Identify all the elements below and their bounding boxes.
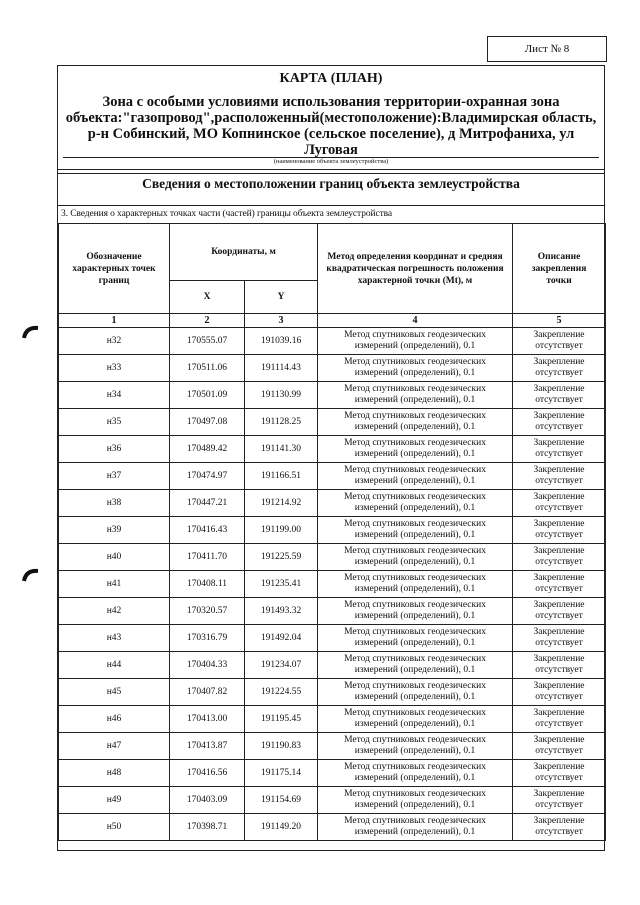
coordinate-x: 170413.87 — [170, 733, 245, 760]
column-number: 3 — [245, 314, 318, 328]
coordinate-x: 170474.97 — [170, 463, 245, 490]
coordinate-y: 191235.41 — [245, 571, 318, 598]
method-cell — [318, 814, 513, 841]
desc-line-2: отсутствует — [535, 584, 583, 594]
subsection-title: 3. Сведения о характерных точках части (частей) границы объекта землеустройства — [61, 209, 393, 219]
method-line-2: измерений (определений), 0.1 — [354, 638, 476, 648]
method-line-1: Метод спутниковых геодезических — [344, 411, 486, 421]
zone-line-1: Зона с особыми условиями использования территории-охранная зона — [102, 94, 560, 110]
desc-line-1: Закрепление — [533, 627, 585, 637]
point-designation: н36 — [59, 436, 170, 463]
point-designation: н45 — [59, 679, 170, 706]
table-row — [59, 490, 606, 517]
section-top-rule — [58, 173, 604, 174]
coordinate-y: 191130.99 — [245, 382, 318, 409]
method-cell — [318, 409, 513, 436]
table-row — [59, 517, 606, 544]
method-cell — [318, 517, 513, 544]
method-line-2: измерений (определений), 0.1 — [354, 611, 476, 621]
point-designation: н32 — [59, 328, 170, 355]
sheet-number: Лист № 8 — [487, 36, 607, 62]
desc-line-1: Закрепление — [533, 789, 585, 799]
method-line-1: Метод спутниковых геодезических — [344, 627, 486, 637]
point-designation: н48 — [59, 760, 170, 787]
description-cell — [513, 814, 606, 841]
table-row — [59, 760, 606, 787]
coordinate-y: 191492.04 — [245, 625, 318, 652]
method-line-2: измерений (определений), 0.1 — [354, 557, 476, 567]
desc-line-1: Закрепление — [533, 519, 585, 529]
description-cell — [513, 355, 606, 382]
table-row — [59, 571, 606, 598]
description-cell — [513, 706, 606, 733]
method-line-1: Метод спутниковых геодезических — [344, 681, 486, 691]
method-line-2: измерений (определений), 0.1 — [354, 368, 476, 378]
coordinate-x: 170447.21 — [170, 490, 245, 517]
description-cell — [513, 544, 606, 571]
coordinate-x: 170416.56 — [170, 760, 245, 787]
coordinate-x: 170489.42 — [170, 436, 245, 463]
description-cell — [513, 409, 606, 436]
point-designation: н43 — [59, 625, 170, 652]
header-method: Метод определения координат и средняя квадратическая погрешность положения характерной точки (Mt), м — [318, 224, 513, 314]
point-designation: н37 — [59, 463, 170, 490]
description-cell — [513, 463, 606, 490]
coordinate-x: 170316.79 — [170, 625, 245, 652]
column-number: 5 — [513, 314, 606, 328]
zone-description — [62, 94, 600, 158]
table-row — [59, 409, 606, 436]
method-line-2: измерений (определений), 0.1 — [354, 665, 476, 675]
method-line-2: измерений (определений), 0.1 — [354, 341, 476, 351]
table-row — [59, 706, 606, 733]
desc-line-2: отсутствует — [535, 395, 583, 405]
point-designation: н42 — [59, 598, 170, 625]
table-row — [59, 787, 606, 814]
column-number: 1 — [59, 314, 170, 328]
coordinate-x: 170398.71 — [170, 814, 245, 841]
coordinate-y: 191234.07 — [245, 652, 318, 679]
desc-line-1: Закрепление — [533, 573, 585, 583]
desc-line-2: отсутствует — [535, 557, 583, 567]
method-cell — [318, 733, 513, 760]
desc-line-1: Закрепление — [533, 708, 585, 718]
binder-hole-mark-bottom — [22, 568, 40, 582]
header-y: Y — [245, 281, 318, 314]
map-header — [58, 66, 604, 170]
coordinate-y: 191141.30 — [245, 436, 318, 463]
method-cell — [318, 706, 513, 733]
method-line-2: измерений (определений), 0.1 — [354, 476, 476, 486]
method-line-1: Метод спутниковых геодезических — [344, 708, 486, 718]
method-line-2: измерений (определений), 0.1 — [354, 530, 476, 540]
coordinate-x: 170404.33 — [170, 652, 245, 679]
method-line-1: Метод спутниковых геодезических — [344, 357, 486, 367]
description-cell — [513, 598, 606, 625]
coordinate-x: 170501.09 — [170, 382, 245, 409]
section-bottom-rule — [58, 205, 604, 206]
desc-line-2: отсутствует — [535, 665, 583, 675]
coordinate-x: 170320.57 — [170, 598, 245, 625]
description-cell — [513, 436, 606, 463]
table-row — [59, 733, 606, 760]
method-line-1: Метод спутниковых геодезических — [344, 438, 486, 448]
coordinate-y: 191214.92 — [245, 490, 318, 517]
method-cell — [318, 760, 513, 787]
method-cell — [318, 355, 513, 382]
method-line-1: Метод спутниковых геодезических — [344, 654, 486, 664]
description-cell — [513, 625, 606, 652]
header-x: X — [170, 281, 245, 314]
coordinate-x: 170407.82 — [170, 679, 245, 706]
desc-line-2: отсутствует — [535, 368, 583, 378]
desc-line-1: Закрепление — [533, 330, 585, 340]
description-cell — [513, 679, 606, 706]
description-cell — [513, 571, 606, 598]
point-designation: н34 — [59, 382, 170, 409]
description-cell — [513, 760, 606, 787]
coordinates-rows — [59, 328, 606, 841]
coordinate-x: 170413.00 — [170, 706, 245, 733]
point-designation: н39 — [59, 517, 170, 544]
description-cell — [513, 490, 606, 517]
desc-line-1: Закрепление — [533, 465, 585, 475]
method-line-2: измерений (определений), 0.1 — [354, 503, 476, 513]
desc-line-2: отсутствует — [535, 719, 583, 729]
coordinate-x: 170555.07 — [170, 328, 245, 355]
coordinate-x: 170511.06 — [170, 355, 245, 382]
desc-line-1: Закрепление — [533, 546, 585, 556]
point-designation: н46 — [59, 706, 170, 733]
method-line-2: измерений (определений), 0.1 — [354, 773, 476, 783]
coordinate-y: 191149.20 — [245, 814, 318, 841]
desc-line-1: Закрепление — [533, 357, 585, 367]
method-line-1: Метод спутниковых геодезических — [344, 735, 486, 745]
coordinate-x: 170411.70 — [170, 544, 245, 571]
header-coordinates: Координаты, м — [170, 224, 318, 281]
method-line-2: измерений (определений), 0.1 — [354, 395, 476, 405]
method-line-1: Метод спутниковых геодезических — [344, 330, 486, 340]
method-cell — [318, 598, 513, 625]
desc-line-2: отсутствует — [535, 530, 583, 540]
desc-line-2: отсутствует — [535, 773, 583, 783]
method-cell — [318, 436, 513, 463]
method-line-1: Метод спутниковых геодезических — [344, 573, 486, 583]
table-row — [59, 382, 606, 409]
table-row — [59, 544, 606, 571]
desc-line-2: отсутствует — [535, 692, 583, 702]
method-line-2: измерений (определений), 0.1 — [354, 746, 476, 756]
header-designation: Обозначение характерных точек границ — [59, 224, 170, 314]
method-line-1: Метод спутниковых геодезических — [344, 492, 486, 502]
point-designation: н50 — [59, 814, 170, 841]
desc-line-2: отсутствует — [535, 341, 583, 351]
table-row — [59, 652, 606, 679]
table-row — [59, 598, 606, 625]
desc-line-1: Закрепление — [533, 384, 585, 394]
coordinate-y: 191128.25 — [245, 409, 318, 436]
table-row — [59, 679, 606, 706]
coordinate-x: 170403.09 — [170, 787, 245, 814]
coordinate-x: 170408.11 — [170, 571, 245, 598]
method-line-1: Метод спутниковых геодезических — [344, 789, 486, 799]
desc-line-1: Закрепление — [533, 438, 585, 448]
zone-line-2: объекта:"газопровод",расположенный(местоположение):Владимирская область, — [65, 110, 597, 126]
point-designation: н41 — [59, 571, 170, 598]
method-line-1: Метод спутниковых геодезических — [344, 519, 486, 529]
coordinate-y: 191190.83 — [245, 733, 318, 760]
description-cell — [513, 733, 606, 760]
desc-line-2: отсутствует — [535, 638, 583, 648]
coordinate-y: 191195.45 — [245, 706, 318, 733]
point-designation: н44 — [59, 652, 170, 679]
coordinates-table — [58, 223, 606, 841]
table-row — [59, 463, 606, 490]
method-cell — [318, 544, 513, 571]
desc-line-2: отсутствует — [535, 422, 583, 432]
method-cell — [318, 625, 513, 652]
table-row — [59, 355, 606, 382]
method-line-2: измерений (определений), 0.1 — [354, 422, 476, 432]
description-cell — [513, 328, 606, 355]
header-description: Описание закрепления точки — [513, 224, 606, 314]
desc-line-1: Закрепление — [533, 492, 585, 502]
method-line-2: измерений (определений), 0.1 — [354, 827, 476, 837]
desc-line-1: Закрепление — [533, 600, 585, 610]
method-cell — [318, 382, 513, 409]
object-caption: (наименование объекта землеустройства) — [273, 158, 389, 165]
method-line-2: измерений (определений), 0.1 — [354, 584, 476, 594]
coordinate-y: 191166.51 — [245, 463, 318, 490]
table-row — [59, 328, 606, 355]
desc-line-2: отсутствует — [535, 827, 583, 837]
desc-line-1: Закрепление — [533, 762, 585, 772]
coordinate-y: 191114.43 — [245, 355, 318, 382]
method-line-1: Метод спутниковых геодезических — [344, 465, 486, 475]
coordinate-y: 191493.32 — [245, 598, 318, 625]
method-line-2: измерений (определений), 0.1 — [354, 449, 476, 459]
coordinate-y: 191039.16 — [245, 328, 318, 355]
coordinate-y: 191199.00 — [245, 517, 318, 544]
binder-hole-mark-top — [22, 325, 40, 339]
method-line-1: Метод спутниковых геодезических — [344, 762, 486, 772]
description-cell — [513, 517, 606, 544]
method-cell — [318, 787, 513, 814]
desc-line-2: отсутствует — [535, 746, 583, 756]
desc-line-2: отсутствует — [535, 476, 583, 486]
coordinate-x: 170416.43 — [170, 517, 245, 544]
point-designation: н49 — [59, 787, 170, 814]
desc-line-2: отсутствует — [535, 503, 583, 513]
method-cell — [318, 490, 513, 517]
description-cell — [513, 652, 606, 679]
desc-line-1: Закрепление — [533, 411, 585, 421]
table-row — [59, 625, 606, 652]
method-line-1: Метод спутниковых геодезических — [344, 384, 486, 394]
desc-line-1: Закрепление — [533, 681, 585, 691]
method-cell — [318, 652, 513, 679]
document-frame — [57, 65, 605, 851]
desc-line-1: Закрепление — [533, 816, 585, 826]
table-row — [59, 814, 606, 841]
method-line-1: Метод спутниковых геодезических — [344, 546, 486, 556]
method-line-2: измерений (определений), 0.1 — [354, 800, 476, 810]
map-title: КАРТА (ПЛАН) — [279, 71, 383, 86]
method-cell — [318, 463, 513, 490]
zone-line-3: р-н Собинский, МО Копнинское (сельское поселение), д Митрофаниха, ул — [87, 126, 575, 142]
point-designation: н40 — [59, 544, 170, 571]
desc-line-2: отсутствует — [535, 800, 583, 810]
method-line-1: Метод спутниковых геодезических — [344, 600, 486, 610]
desc-line-1: Закрепление — [533, 654, 585, 664]
zone-line-4: Луговая — [304, 142, 358, 158]
coordinate-y: 191225.59 — [245, 544, 318, 571]
method-cell — [318, 328, 513, 355]
description-cell — [513, 787, 606, 814]
desc-line-2: отсутствует — [535, 449, 583, 459]
point-designation: н47 — [59, 733, 170, 760]
column-number: 2 — [170, 314, 245, 328]
description-cell — [513, 382, 606, 409]
coordinate-y: 191224.55 — [245, 679, 318, 706]
point-designation: н33 — [59, 355, 170, 382]
method-line-2: измерений (определений), 0.1 — [354, 692, 476, 702]
coordinate-x: 170497.08 — [170, 409, 245, 436]
point-designation: н35 — [59, 409, 170, 436]
point-designation: н38 — [59, 490, 170, 517]
method-line-2: измерений (определений), 0.1 — [354, 719, 476, 729]
desc-line-2: отсутствует — [535, 611, 583, 621]
coordinate-y: 191175.14 — [245, 760, 318, 787]
method-cell — [318, 571, 513, 598]
coordinate-y: 191154.69 — [245, 787, 318, 814]
method-cell — [318, 679, 513, 706]
table-row — [59, 436, 606, 463]
section-title: Сведения о местоположении границ объекта землеустройства — [142, 176, 520, 191]
method-line-1: Метод спутниковых геодезических — [344, 816, 486, 826]
column-number: 4 — [318, 314, 513, 328]
desc-line-1: Закрепление — [533, 735, 585, 745]
